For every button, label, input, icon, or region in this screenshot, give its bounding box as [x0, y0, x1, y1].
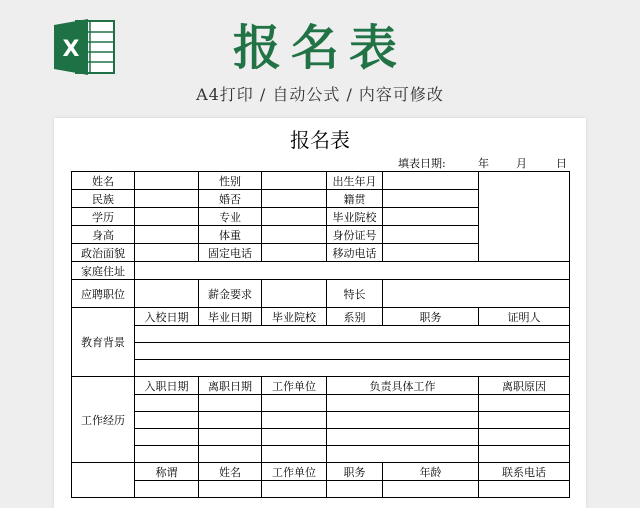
edu-header: 系别 — [327, 308, 383, 326]
label-phone: 固定电话 — [199, 244, 262, 262]
family-header: 职务 — [327, 463, 383, 481]
family-header: 称谓 — [135, 463, 199, 481]
work-cell[interactable] — [479, 446, 570, 463]
work-cell[interactable] — [199, 446, 262, 463]
family-header: 联系电话 — [479, 463, 570, 481]
label-salary: 薪金要求 — [199, 280, 262, 308]
label-address: 家庭住址 — [72, 262, 135, 280]
registration-table — [71, 171, 570, 498]
edu-header: 毕业日期 — [199, 308, 262, 326]
edu-header: 证明人 — [479, 308, 570, 326]
value-education[interactable] — [135, 208, 199, 226]
edu-header: 毕业院校 — [262, 308, 327, 326]
edu-entry[interactable] — [135, 343, 570, 360]
value-name[interactable] — [135, 172, 199, 190]
label-family — [72, 463, 135, 498]
label-political: 政治面貌 — [72, 244, 135, 262]
work-cell[interactable] — [479, 395, 570, 412]
family-cell[interactable] — [199, 481, 262, 498]
family-header: 工作单位 — [262, 463, 327, 481]
work-cell[interactable] — [262, 395, 327, 412]
page-title: 报名表 — [232, 20, 407, 76]
work-cell[interactable] — [479, 412, 570, 429]
label-edu-background: 教育背景 — [72, 308, 135, 377]
label-major: 专业 — [199, 208, 262, 226]
work-cell[interactable] — [135, 412, 199, 429]
date-day: 日 — [556, 157, 567, 170]
value-school[interactable] — [383, 208, 479, 226]
work-cell[interactable] — [479, 429, 570, 446]
work-header: 离职日期 — [199, 377, 262, 395]
family-header: 姓名 — [199, 463, 262, 481]
edu-entry[interactable] — [135, 360, 570, 377]
date-year: 年 — [478, 157, 489, 170]
label-height: 身高 — [72, 226, 135, 244]
value-position[interactable] — [135, 280, 199, 308]
work-cell[interactable] — [199, 429, 262, 446]
photo-cell[interactable] — [479, 172, 570, 262]
label-specialty: 特长 — [327, 280, 383, 308]
value-id-number[interactable] — [383, 226, 479, 244]
label-birth: 出生年月 — [327, 172, 383, 190]
value-gender[interactable] — [262, 172, 327, 190]
family-cell[interactable] — [479, 481, 570, 498]
label-native: 籍贯 — [327, 190, 383, 208]
date-month: 月 — [516, 157, 527, 170]
label-name: 姓名 — [72, 172, 135, 190]
value-specialty[interactable] — [383, 280, 570, 308]
label-school: 毕业院校 — [327, 208, 383, 226]
date-label: 填表日期: — [398, 157, 446, 170]
date-row — [54, 155, 586, 169]
label-gender: 性别 — [199, 172, 262, 190]
work-header: 离职原因 — [479, 377, 570, 395]
family-cell[interactable] — [327, 481, 383, 498]
label-mobile: 移动电话 — [327, 244, 383, 262]
value-salary[interactable] — [262, 280, 327, 308]
logo-letter: X — [62, 37, 80, 62]
work-header: 负责具体工作 — [327, 377, 479, 395]
work-cell[interactable] — [262, 446, 327, 463]
value-mobile[interactable] — [383, 244, 479, 262]
form-title: 报名表 — [290, 128, 350, 152]
family-cell[interactable] — [135, 481, 199, 498]
value-ethnicity[interactable] — [135, 190, 199, 208]
value-phone[interactable] — [262, 244, 327, 262]
work-cell[interactable] — [199, 395, 262, 412]
label-weight: 体重 — [199, 226, 262, 244]
value-marital[interactable] — [262, 190, 327, 208]
family-cell[interactable] — [383, 481, 479, 498]
work-cell[interactable] — [327, 429, 479, 446]
work-cell[interactable] — [135, 446, 199, 463]
value-height[interactable] — [135, 226, 199, 244]
work-cell[interactable] — [262, 412, 327, 429]
family-cell[interactable] — [262, 481, 327, 498]
work-cell[interactable] — [199, 412, 262, 429]
edu-header: 入校日期 — [135, 308, 199, 326]
value-weight[interactable] — [262, 226, 327, 244]
label-work-experience: 工作经历 — [72, 377, 135, 463]
form-sheet — [54, 118, 586, 508]
value-major[interactable] — [262, 208, 327, 226]
edu-entry[interactable] — [135, 326, 570, 343]
work-header: 入职日期 — [135, 377, 199, 395]
value-address[interactable] — [135, 262, 570, 280]
work-cell[interactable] — [135, 429, 199, 446]
value-native[interactable] — [383, 190, 479, 208]
work-cell[interactable] — [327, 395, 479, 412]
value-birth[interactable] — [383, 172, 479, 190]
work-cell[interactable] — [262, 429, 327, 446]
label-marital: 婚否 — [199, 190, 262, 208]
label-ethnicity: 民族 — [72, 190, 135, 208]
label-education: 学历 — [72, 208, 135, 226]
family-header: 年龄 — [383, 463, 479, 481]
work-cell[interactable] — [327, 446, 479, 463]
work-cell[interactable] — [135, 395, 199, 412]
value-political[interactable] — [135, 244, 199, 262]
page-subtitle: A4打印 / 自动公式 / 内容可修改 — [196, 85, 444, 104]
edu-header: 职务 — [383, 308, 479, 326]
work-cell[interactable] — [327, 412, 479, 429]
work-header: 工作单位 — [262, 377, 327, 395]
label-position: 应聘职位 — [72, 280, 135, 308]
label-id-number: 身份证号 — [327, 226, 383, 244]
